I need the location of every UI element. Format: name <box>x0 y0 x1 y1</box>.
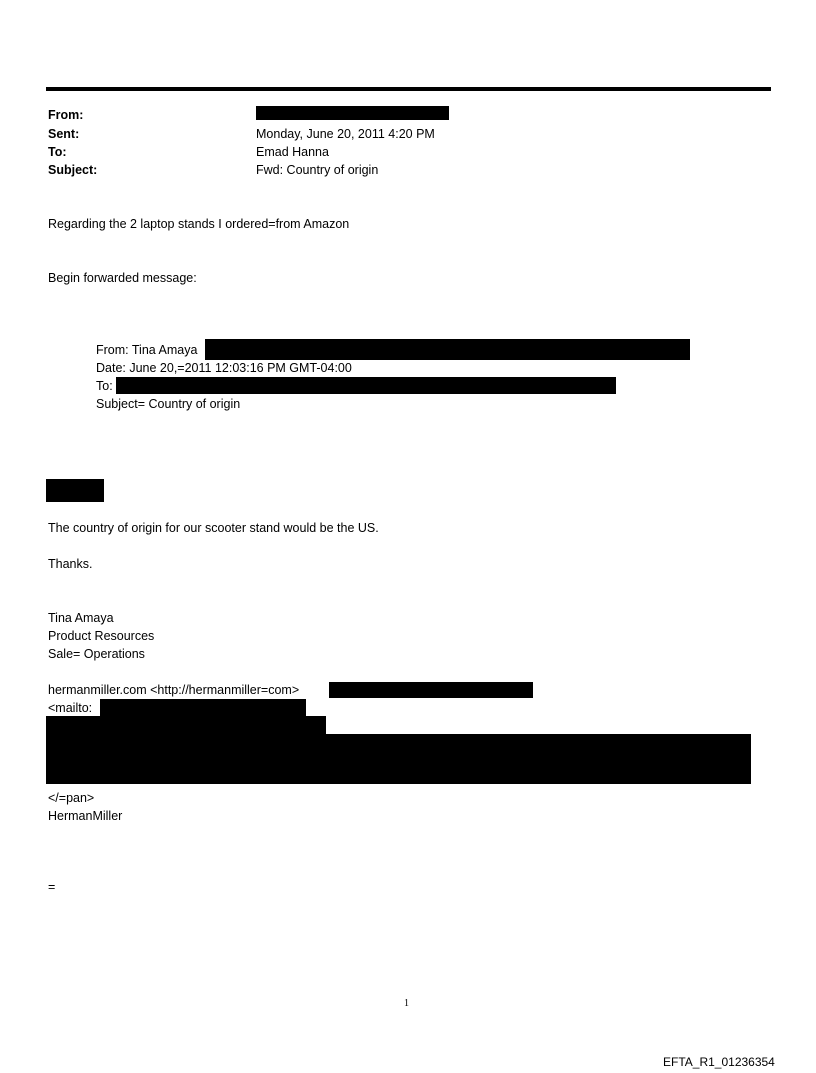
message-text: The country of origin for our scooter stand would be the US. <box>48 521 379 535</box>
intro-text: Regarding the 2 laptop stands I ordered=from Amazon <box>48 217 350 231</box>
company-name: HermanMiller <box>48 809 123 823</box>
forwarded-subject: Subject= Country of origin <box>96 397 241 411</box>
sent-value: Monday, June 20, 2011 4:20 PM <box>256 127 435 141</box>
to-label: To: <box>48 145 67 159</box>
signature-name: Tina Amaya <box>48 611 114 625</box>
header-rule <box>46 87 771 91</box>
forwarded-to: To: <box>96 379 113 393</box>
subject-value: Fwd: Country of origin <box>256 163 379 177</box>
redaction-web <box>329 682 533 698</box>
redaction-block-1 <box>46 716 326 734</box>
thanks-text: Thanks. <box>48 557 93 571</box>
forwarded-from: From: Tina Amaya <box>96 343 198 357</box>
redaction-mailto <box>100 699 306 716</box>
redaction-from-address <box>256 106 449 120</box>
trailing-equals: = <box>48 880 56 894</box>
redaction-block-2 <box>46 734 751 784</box>
signature-dept: Product Resources <box>48 629 155 643</box>
subject-label: Subject: <box>48 163 98 177</box>
from-label: From: <box>48 108 84 122</box>
redaction-greeting <box>46 479 104 502</box>
signature-team: Sale= Operations <box>48 647 145 661</box>
document-id: EFTA_R1_01236354 <box>663 1055 775 1069</box>
page-number: 1 <box>404 998 409 1009</box>
to-value: Emad Hanna <box>256 145 329 159</box>
span-close-text: </=pan> <box>48 791 95 805</box>
signature-web: hermanmiller.com <http://hermanmiller=com> <box>48 683 300 697</box>
forward-note: Begin forwarded message: <box>48 271 197 285</box>
sent-label: Sent: <box>48 127 80 141</box>
signature-mailto: <mailto: <box>48 701 93 715</box>
redaction-forwarded-from <box>205 339 690 360</box>
forwarded-date: Date: June 20,=2011 12:03:16 PM GMT-04:00 <box>96 361 352 375</box>
redaction-forwarded-to <box>116 377 616 394</box>
